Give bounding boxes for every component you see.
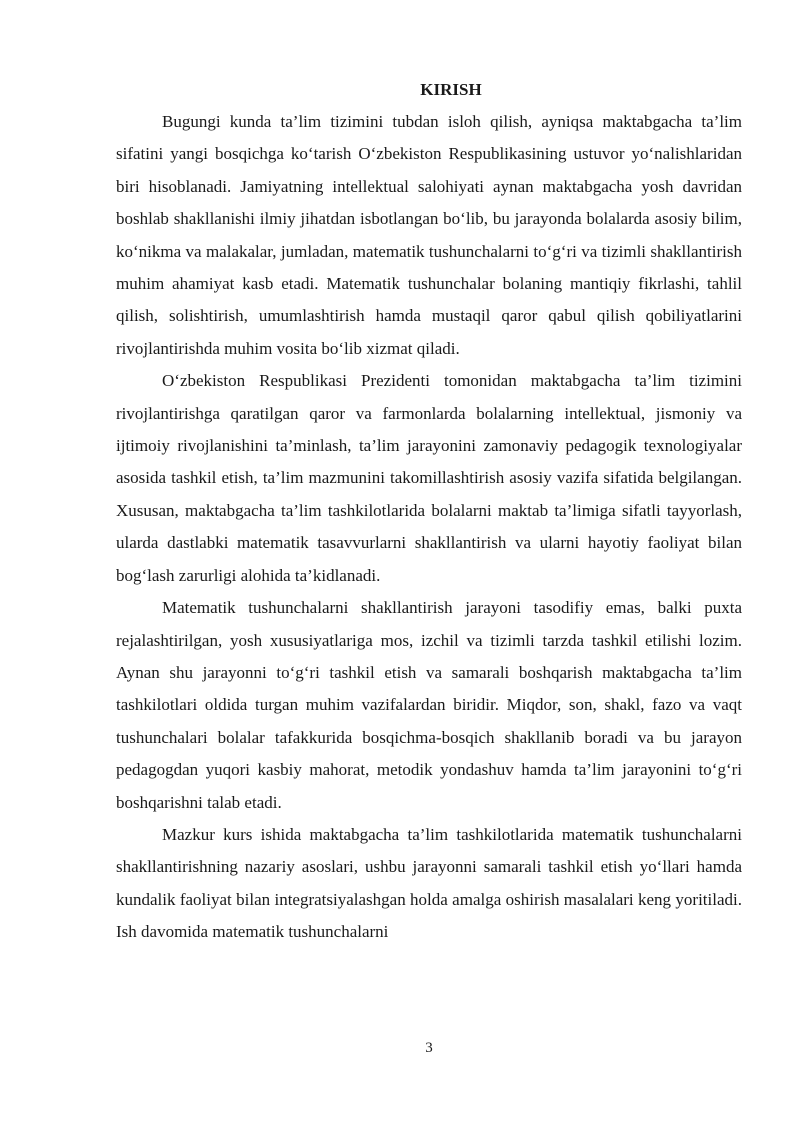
- section-heading: KIRISH: [420, 80, 482, 99]
- paragraph-3: Matematik tushunchalarni shakllantirish jarayoni tasodifiy emas, balki puxta rejalashtirilgan, yosh xususiyatlariga mos, izchil va tizimli tarzda tashkil etilishi lozim. Aynan shu jarayonni to‘g‘ri tashkil etish va samarali boshqarish maktabgacha ta’lim tashkilotlari oldida turgan muhim vazifalardan biridir. Miqdor, son, shakl, fazo va vaqt tushunchalari bolalar tafakkurida bosqichma-bosqich shakllanib boradi va bu jarayon pedagogdan yuqori kasbiy mahorat, metodik yondashuv hamda ta’lim jarayonini to‘g‘ri boshqarishni talab etadi.: [116, 598, 742, 812]
- paragraph-4: Mazkur kurs ishida maktabgacha ta’lim tashkilotlarida matematik tushunchalarni shakllantirishning nazariy asoslari, ushbu jarayonni samarali tashkil etish yo‘llari hamda kundalik faoliyat bilan integratsiyalashgan holda amalga oshirish masalalari keng yoritiladi. Ish davomida matematik tushunchalarni: [116, 824, 742, 942]
- paragraph-1: Bugungi kunda ta’lim tizimini tubdan isloh qilish, ayniqsa maktabgacha ta’lim sifatini yangi bosqichga ko‘tarish O‘zbekiston Respublikasining ustuvor yo‘nalishlaridan biri hisoblanadi. Jamiyatning intellektual salohiyati aynan maktabgacha yosh davridan boshlab shakllanishi ilmiy jihatdan isbotlangan bo‘lib, bu jarayonda bolalarda asosiy bilim, ko‘nikma va malakalar, jumladan, matematik tushunchalarni to‘g‘ri va tizimli shakllantirish muhim ahamiyat kasb etadi. Matematik tushunchalar bolaning mantiqiy fikrlashi, tahlil qilish, solishtirish, umumlashtirish hamda mustaqil qaror qabul qilish qobiliyatlarini rivojlantirishda muhim vosita bo‘lib xizmat qiladi.: [116, 112, 742, 358]
- page-number: 3: [425, 1040, 433, 1056]
- paragraph-2: O‘zbekiston Respublikasi Prezidenti tomonidan maktabgacha ta’lim tizimini rivojlantirishga qaratilgan qaror va farmonlarda bolalarning intellektual, jismoniy va ijtimoiy rivojlanishini ta’minlash, ta’lim jarayonini zamonaviy pedagogik texnologiyalar asosida tashkil etish, ta’lim mazmunini takomillashtirish asosiy vazifa sifatida belgilangan. Xususan, maktabgacha ta’lim tashkilotlarida bolalarni maktab ta’limiga sifatli tayyorlash, ularda dastlabki matematik tasavvurlarni shakllantirish va ularni hayotiy faoliyat bilan bog‘lash zarurligi alohida ta’kidlanadi.: [116, 371, 742, 585]
- page-body: [116, 74, 742, 949]
